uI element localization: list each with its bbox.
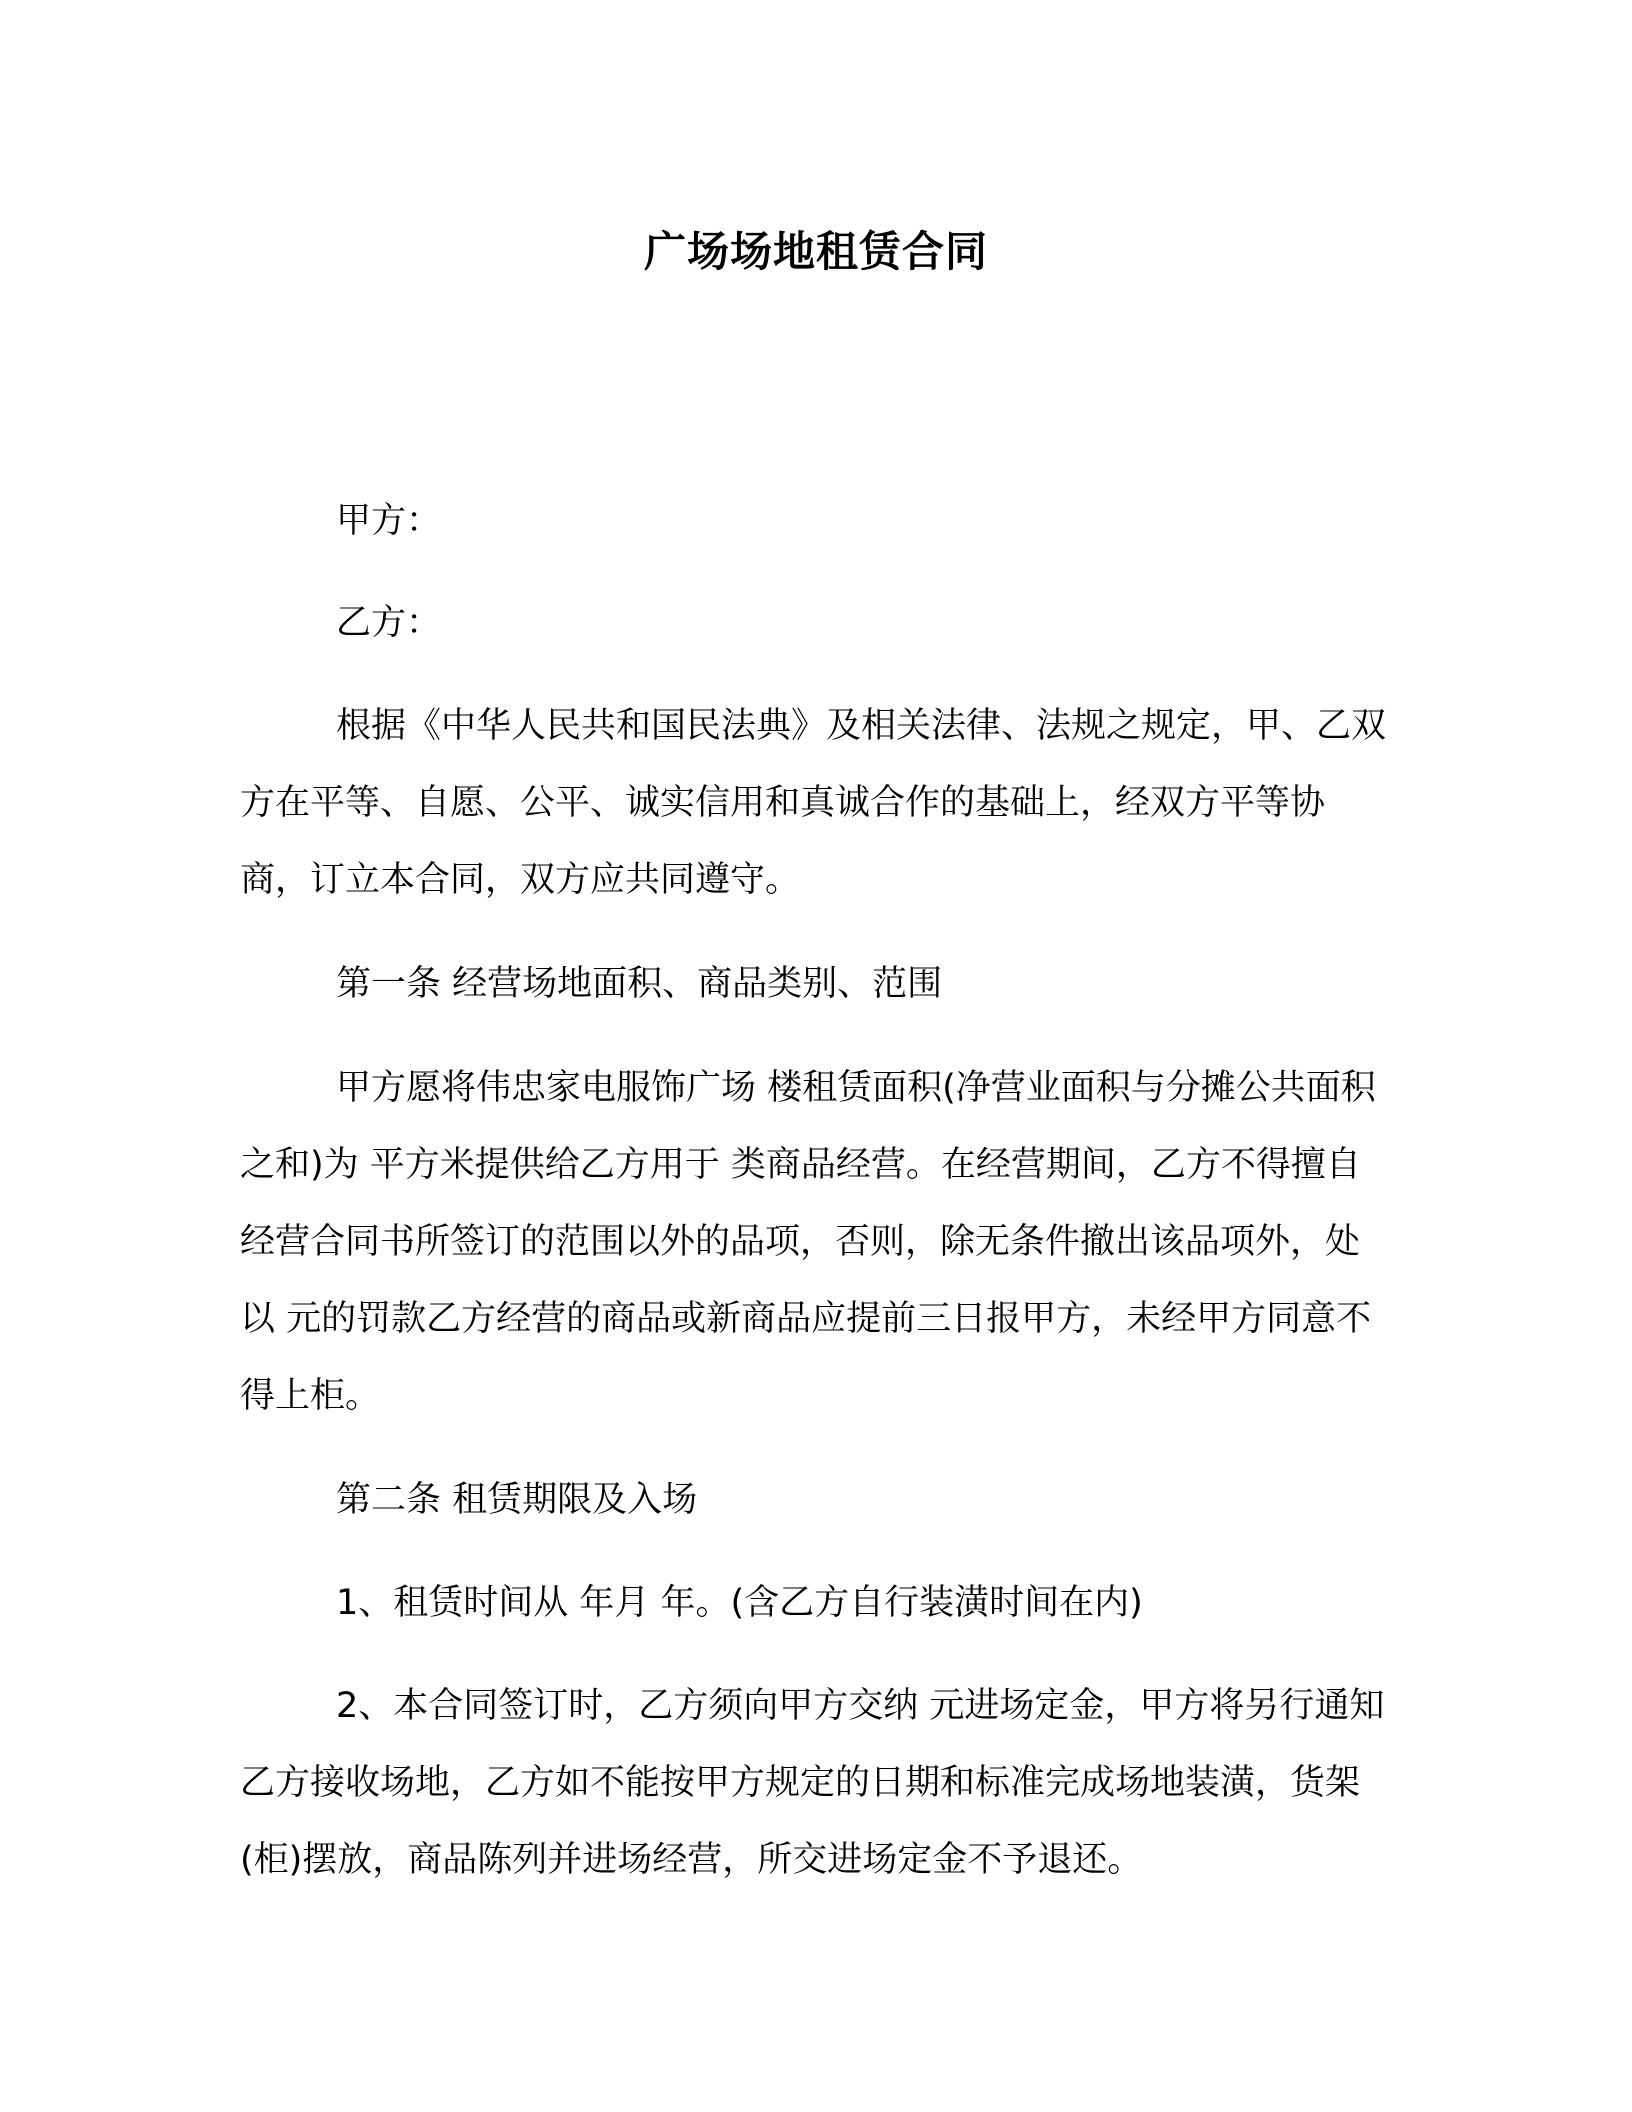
paragraph-article-1: [240, 1050, 1392, 1435]
document-title: 广场场地租赁合同: [643, 227, 988, 276]
party-a-label: 甲方：: [336, 501, 442, 541]
paragraph-text: 根据《中华人民共和国民法典》及相关法律、法规之规定，甲、乙双方在平等、自愿、公平、诚实信用和真诚合作的基础上，经双方平等协商，订立本合同，双方应共同遵守。: [240, 706, 1387, 900]
paragraph-text: 甲方愿将伟忠家电服饰广场 楼租赁面积(净营业面积与分摊公共面积之和)为 平方米提供给乙方用于 类商品经营。在经营期间，乙方不得擅自经营合同书所签订的范围以外的品项，否则，除无条件撤出该品项外，处以 元的罚款乙方经营的商品或新商品应提前三日报甲方，未经甲方同意不得上柜。: [240, 1068, 1376, 1416]
article-1-heading: [240, 946, 1392, 1023]
heading-text: 第一条 经营场地面积、商品类别、范围: [336, 964, 943, 1004]
party-b-label: 乙方：: [336, 603, 442, 643]
paragraph-preamble: [240, 688, 1392, 919]
clause-text: 2、本合同签订时，乙方须向甲方交纳 元进场定金，甲方将另行通知乙方接收场地，乙方如不能按甲方规定的日期和标准完成场地装潢，货架(柜)摆放，商品陈列并进场经营，所交进场定金不予退还。: [240, 1686, 1385, 1880]
heading-text: 第二条 租赁期限及入场: [336, 1480, 698, 1520]
clause-2-2: [240, 1668, 1392, 1899]
clause-2-1: [240, 1565, 1392, 1642]
article-2-heading: [240, 1462, 1392, 1539]
clause-text: 1、租赁时间从 年月 年。(含乙方自行装潢时间在内): [336, 1583, 1143, 1623]
